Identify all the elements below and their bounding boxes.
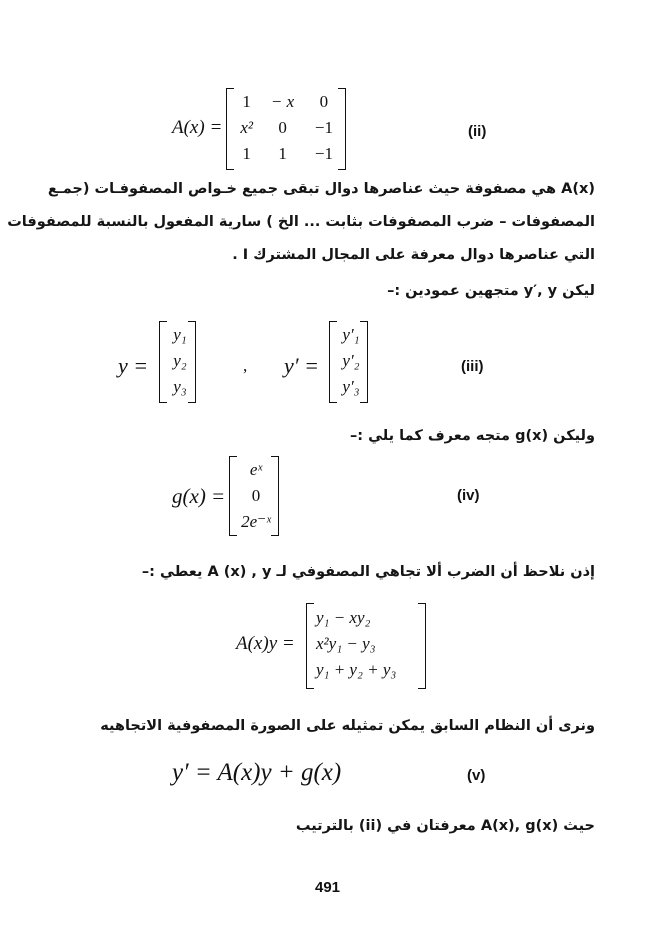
para1-line3: التي عناصرها دوال معرفة على المجال المشترك I . [232, 247, 595, 263]
matrix-cell: 0 [319, 92, 329, 111]
vector-entry: y₁ + y₂ + y₃ [316, 660, 397, 679]
para1-line4: ليكن y′, y متجهين عمودين :– [387, 283, 595, 299]
eq-ii-right-bracket [338, 88, 346, 170]
para3-line1: إذن نلاحظ أن الضرب ألا تجاهي المصفوفي لـ A (x) , y يعطي :– [141, 564, 595, 580]
matrix-cell: 1 [278, 144, 287, 163]
vector-entry: 0 [251, 486, 261, 505]
eq-ii-matrix [234, 89, 342, 167]
vector-entry: 2e⁻ˣ [241, 512, 271, 531]
para4-line1: ونرى أن النظام السابق يمكن تمثيله على الصورة المصفوفية الاتجاهيه [100, 718, 595, 734]
eq-iv-label: (iv) [457, 487, 480, 504]
matrix-cell: −1 [314, 118, 333, 137]
eq-prod-right-bracket [418, 603, 426, 689]
para1-line2: المصفوفات – ضرب المصفوفات بثابت ... الخ ) سارية المفعول بالنسبة للمصفوفات [7, 214, 595, 230]
matrix-cell: −1 [314, 144, 333, 163]
eq-ii-label: (ii) [468, 123, 487, 140]
eq-iv-lhs: g(x) = [172, 484, 226, 508]
vector-entry: y′₂ [342, 351, 360, 370]
vector-entry: y′₁ [342, 325, 360, 344]
vector-entry: y₁ − xy₂ [316, 608, 371, 627]
page-number: 491 [315, 879, 341, 896]
eq-iv-right-bracket [271, 456, 279, 536]
eq-iii-y-right-bracket [188, 321, 196, 403]
eq-iii-separator: , [243, 356, 248, 375]
para2-line1: وليكن g(x) متجه معرف كما يلي :– [350, 428, 595, 444]
matrix-cell: 0 [278, 118, 287, 137]
eq-v-body: y′ = A(x)y + g(x) [172, 759, 342, 786]
matrix-cell: 1 [242, 144, 251, 163]
eq-ii-left-bracket [226, 88, 234, 170]
eq-ii-lhs: A(x) = [172, 117, 223, 138]
vector-entry: y₂ [173, 351, 187, 370]
eq-iii-y-lhs: y = [118, 353, 149, 378]
eq-v-label: (v) [467, 767, 486, 784]
eq-iii-yp-lhs: y′ = [284, 353, 319, 378]
vector-entry: y₃ [173, 377, 187, 396]
eq-prod-vector [316, 605, 424, 683]
eq-iii-label: (iii) [461, 358, 484, 375]
para5-line1: حيث A(x), g(x) معرفتان في (ii) بالترتيب [295, 818, 595, 834]
eq-iii-yp-right-bracket [360, 321, 368, 403]
vector-entry: x²y₁ − y₃ [316, 634, 376, 653]
para1-line1: A(x) هي مصفوفة حيث عناصرها دوال تبقى جميع خـواص المصفوفـات (جمـع [47, 181, 595, 197]
matrix-cell: x² [240, 118, 253, 137]
matrix-cell: − x [270, 92, 295, 111]
vector-entry: y′₃ [342, 377, 360, 396]
matrix-cell: 1 [242, 92, 251, 111]
vector-entry: y₁ [173, 325, 187, 344]
eq-prod-left-bracket [306, 603, 314, 689]
vector-entry: eˣ [249, 460, 263, 479]
eq-iv-vector [236, 457, 276, 535]
eq-prod-lhs: A(x)y = [236, 633, 295, 654]
